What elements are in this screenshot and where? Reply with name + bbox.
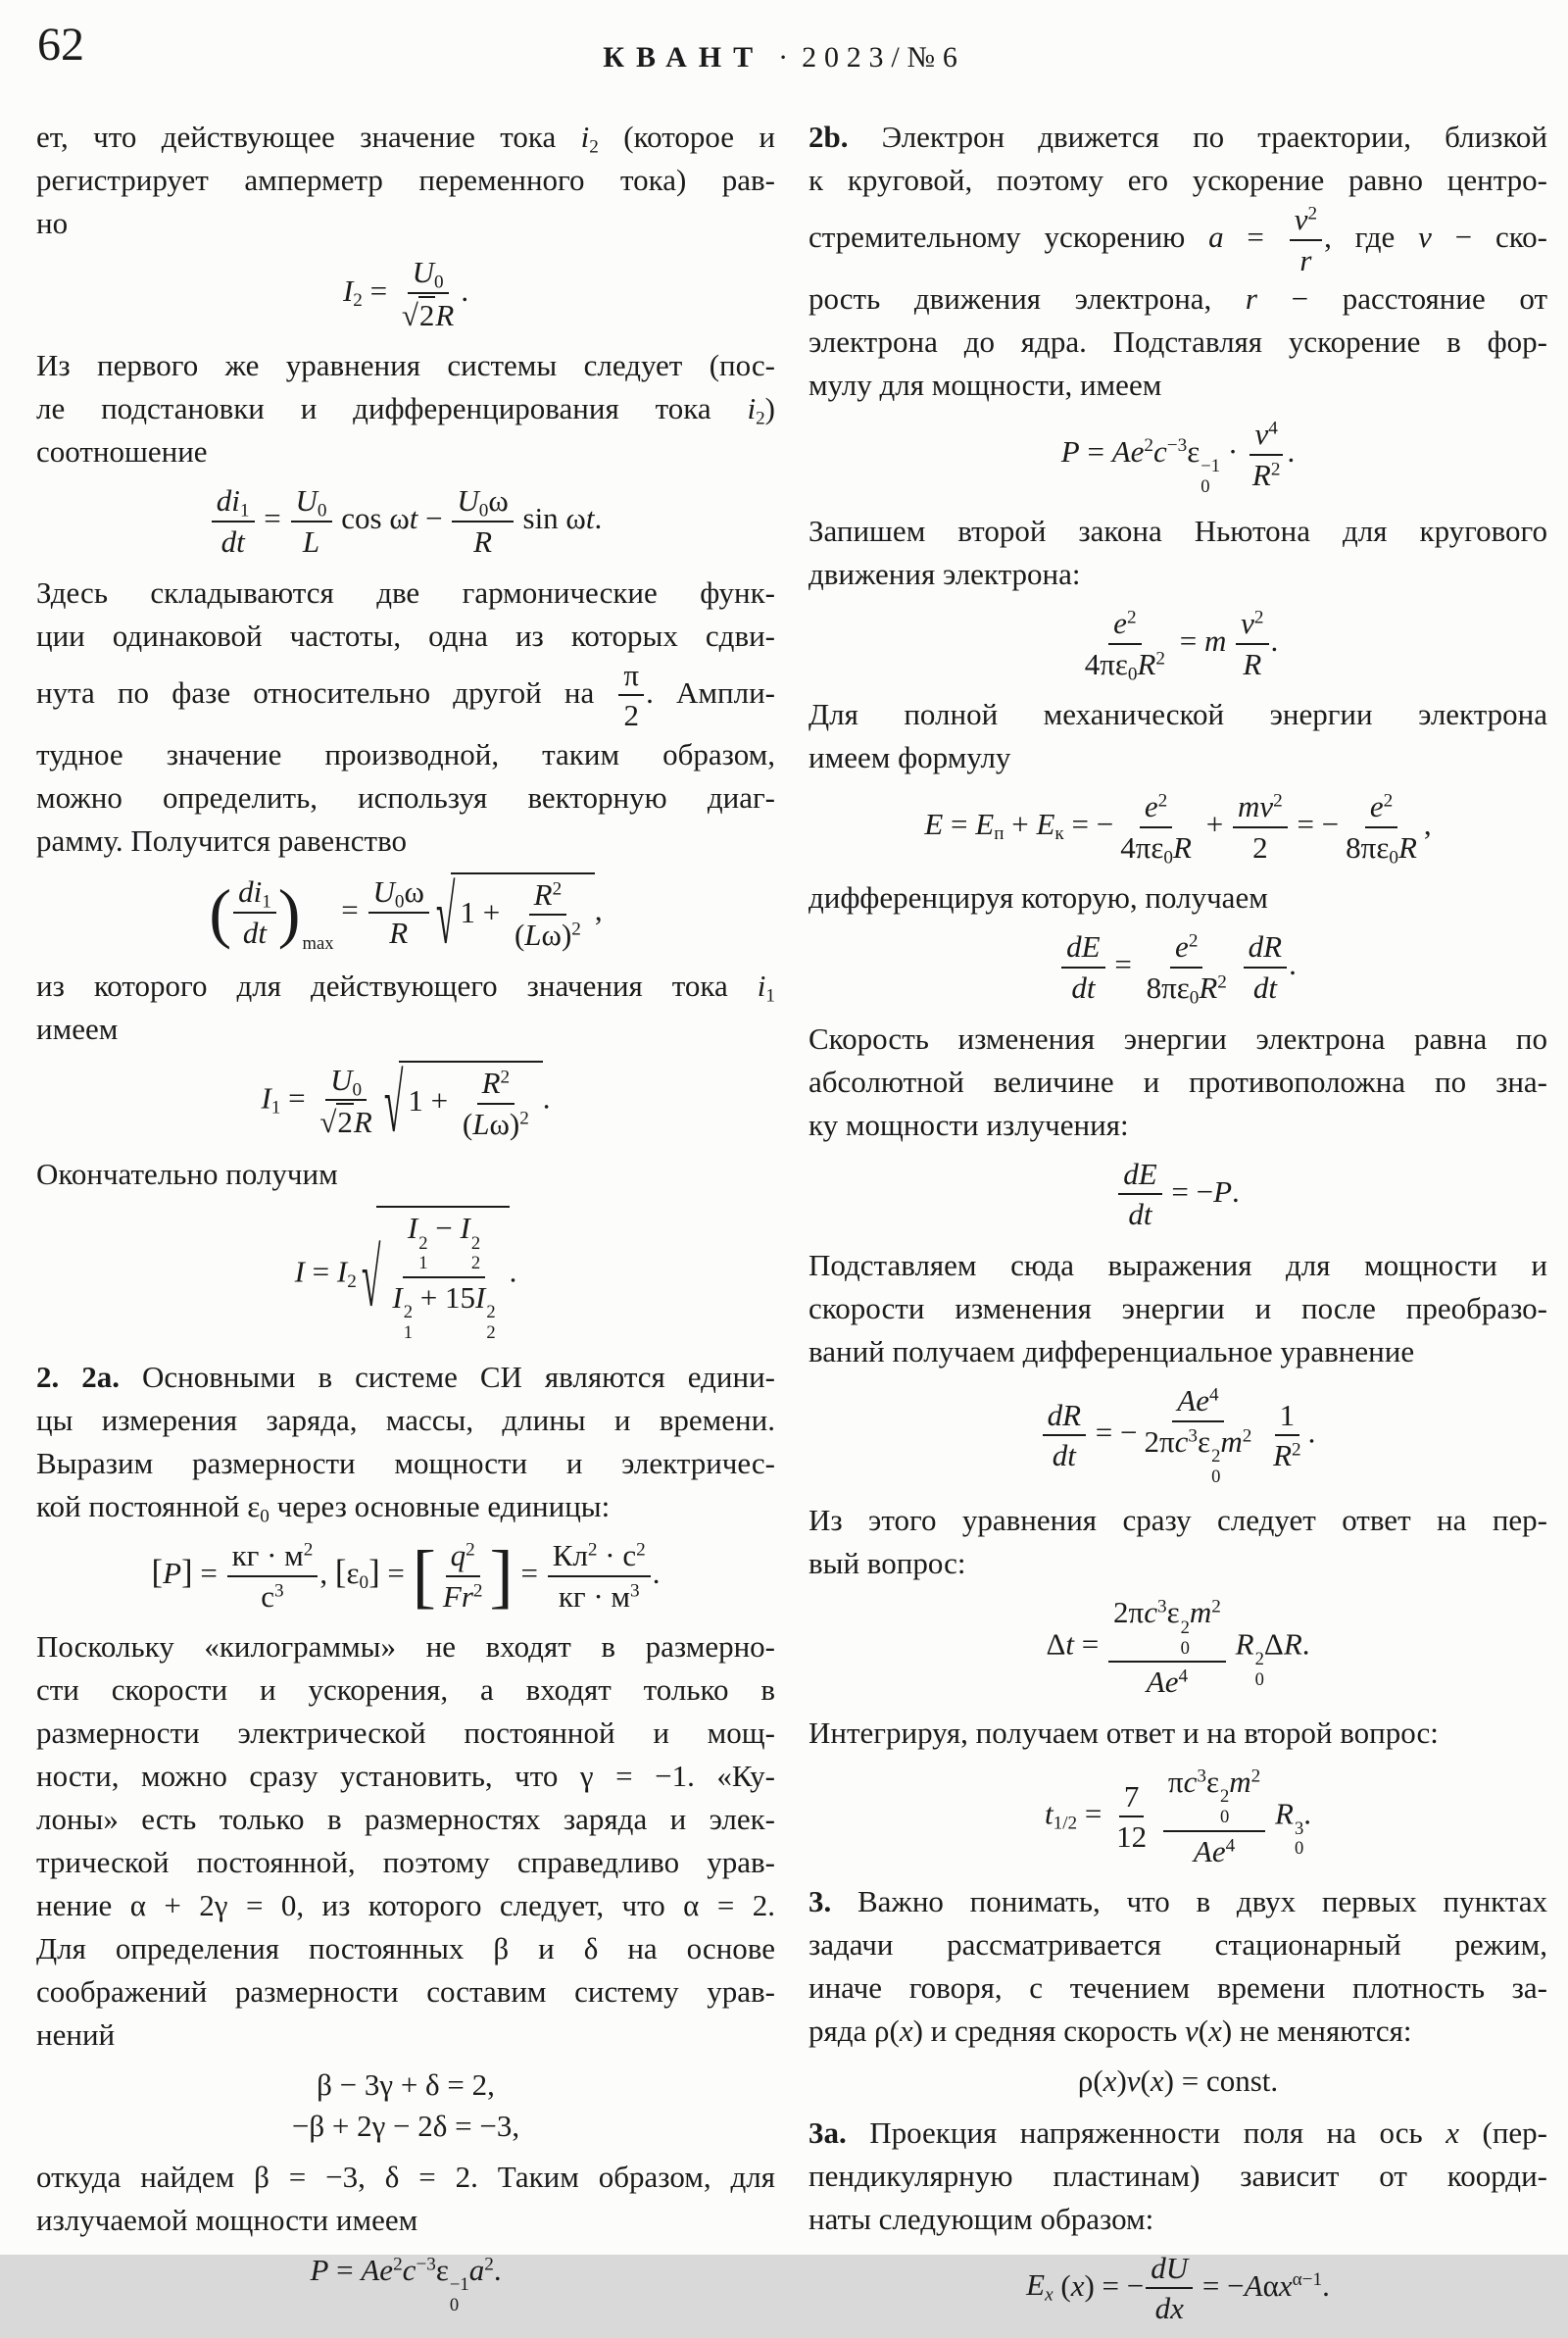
paragraph — [808, 1499, 1547, 1585]
text-line: Из этого уравнения сразу следует ответ на пер- — [808, 1503, 1547, 1538]
text-line: Для полной механической энергии электрона — [808, 697, 1547, 732]
paragraph — [36, 1625, 775, 2057]
formula: $P = Ae^2c^{-3}\varepsilon$ −1 0 $a^2$. — [310, 2252, 502, 2315]
formula: Δt = $2\pi c^3\varepsilon$ 2 0 $m^2$ Ae$^4$ R 2 0 ΔR. — [1046, 1595, 1310, 1700]
text-line: нение α + 2γ = 0, из которого следует, что α = 2. — [36, 1888, 775, 1923]
paragraph — [36, 2156, 775, 2242]
text-line: откуда найдем β = −3, δ = 2. Таким образом, для — [36, 2159, 775, 2194]
two-column-layout — [36, 116, 1548, 2338]
text-line: Поскольку «килограммы» не входят в размерно- — [36, 1629, 775, 1665]
text-line: мулу для мощности, имеем — [808, 368, 1162, 403]
text-line: электрона до ядра. Подставляя ускорение в фор- — [808, 324, 1547, 360]
text-line: абсолютной величине и противоположна по зна- — [808, 1064, 1547, 1099]
text-line: ваний получаем дифференциальное уравнение — [808, 1334, 1415, 1368]
paragraph — [36, 572, 775, 863]
text-line: вый вопрос: — [808, 1546, 966, 1581]
title-separator-dot: · — [778, 41, 789, 74]
text-line: Запишем второй закона Ньютона для кругового — [808, 513, 1547, 548]
text-line: тудное значение производной, таким образом, — [36, 736, 775, 771]
paragraph — [808, 1712, 1547, 1755]
text-line: 3а. Проекция напряженности поля на ось x (пер- — [808, 2114, 1547, 2150]
text-line: имеем формулу — [808, 740, 1011, 775]
text-line: Интегрируя, получаем ответ и на второй вопрос: — [808, 1715, 1439, 1750]
formula: $\frac{dE}{dt}$ = $\frac{e^2}{8\pi\varepsilon_0R^2}$ $\frac{dR}{dt}$ . — [808, 929, 1547, 1005]
paragraph — [36, 116, 775, 245]
right-column — [808, 116, 1547, 2338]
journal-issue: 2023/№6 — [802, 41, 965, 74]
paragraph — [36, 1356, 775, 1528]
text-line: ле подстановки и дифференцирования тока $i_2$) — [36, 391, 775, 429]
text-line: цы измерения заряда, массы, длины и времени. — [36, 1403, 775, 1438]
formula: $\frac{di_1}{dt}$ = $\frac{U_0}{L}$ cos ωt − $\frac{U_0\omega}{R}$ sin ωt. — [36, 483, 775, 559]
page-number: 62 — [37, 19, 84, 71]
text-line: стремительному ускорению a = $\frac{v^2}{r}$ , где v − ско- — [808, 202, 1548, 277]
formula: $P = Ae^2c^{-3}\varepsilon$ −1 0 · $\frac{v^4}{R^2}$ . — [1060, 417, 1296, 498]
formula: ρ(x)v(x) = const. — [1077, 2064, 1279, 2099]
paragraph — [36, 1153, 775, 1196]
paragraph — [808, 1880, 1547, 2053]
text-line: имеем — [36, 1012, 119, 1047]
formula: β − 3γ + δ = 2, −β + 2γ − 2δ = −3, — [291, 2067, 520, 2143]
formula: $E = E_п + E_к$ = − $\frac{e^2}{4\pi\varepsilon_0R}$ + $\frac{mv^2}{2}$ = − $\frac{e^2}{8\pi\varepsilon_0R}$ , — [924, 789, 1432, 869]
text-line: соотношение — [36, 434, 208, 470]
text-line: к круговой, поэтому его ускорение равно центро- — [808, 163, 1547, 197]
text-line: ку мощности излучения: — [808, 1107, 1129, 1142]
text-line: ности, можно сразу установить, что γ = −1. «Ку- — [36, 1759, 775, 1794]
text-line: Подставляем сюда выражения для мощности и — [808, 1248, 1547, 1282]
paragraph — [808, 2112, 1547, 2241]
text-line: из которого для действующего значения тока $i_1$ — [36, 969, 775, 1007]
paragraph — [36, 344, 775, 473]
paragraph — [808, 1018, 1547, 1147]
paragraph — [808, 116, 1547, 407]
journal-title — [0, 41, 1568, 75]
formula: $\frac{dE}{dt}$ = −P. — [808, 1157, 1547, 1232]
text-line: Окончательно получим — [36, 1157, 338, 1192]
text-line: Скорость изменения энергии электрона равна по — [808, 1020, 1547, 1056]
text-line: 2. 2а. Основными в системе СИ являются едини- — [36, 1360, 775, 1395]
left-column — [36, 116, 775, 2338]
text-line: Для определения постоянных β и δ на основе — [36, 1931, 775, 1966]
journal-name: КВАНТ — [603, 41, 765, 74]
formula: $I = I_2$ √ I 2 1 − I 2 2 I 2 1 + 15I 2 2 . — [36, 1206, 775, 1344]
formula: $\frac{e^2}{4\pi\varepsilon_0R^2}$ = m $\frac{v^2}{R}$ . — [1084, 605, 1279, 684]
text-line: регистрирует амперметр переменного тока) рав- — [36, 163, 775, 197]
text-line: ции одинаковой частоты, одна из которых сдви- — [36, 618, 775, 653]
paragraph — [808, 693, 1547, 779]
text-line: Выразим размерности мощности и электричес- — [36, 1446, 775, 1481]
text-line: Здесь складываются две гармонические функ- — [36, 574, 775, 610]
text-line: ет, что действующее значение тока $i_2$ (которое и — [36, 120, 775, 158]
text-line: задачи рассматривается стационарный режим, — [808, 1927, 1547, 1963]
text-line: дифференцируя которую, получаем — [808, 880, 1268, 916]
formula: $E_x$ (x) = − $\frac{dU}{dx}$ = −Aαx$^{\alpha-1}$. — [1026, 2250, 1330, 2326]
text-line: 3. Важно понимать, что в двух первых пунктах — [808, 1884, 1547, 1919]
formula: $I_2$ = $\frac{U_0}{√2R}$ . — [342, 255, 469, 332]
paragraph — [36, 965, 775, 1051]
text-line: можно определить, используя векторную диаг- — [36, 779, 775, 815]
text-line: сти скорости и ускорения, а входят только в — [36, 1672, 775, 1708]
text-line: соображений размерности составим систему урав- — [36, 1974, 775, 2010]
formula: $I_1$ = $\frac{U_0}{√2R}$ √ 1 + $\frac{R^2}{(L\omega)^2}$ . — [261, 1057, 551, 1150]
text-line: рамму. Получится равенство — [36, 822, 408, 858]
paragraph — [808, 1244, 1547, 1373]
text-line: размерности электрической постоянной и мощ- — [36, 1716, 775, 1751]
formula: ( $\frac{di_1}{dt}$ ) $_{max}$ = $\frac{U_0\omega}{R}$ √ 1 + $\frac{R^2}{(L\omega)^2}$ , — [209, 869, 603, 962]
text-line: пендикулярную пластинам) зависит от коорди- — [808, 2158, 1547, 2193]
formula: $\frac{dR}{dt}$ = − Ae$^4$ $2\pi c^3\varepsilon$ 2 0 $m^2$ $\frac{1}{R^2}$ . — [808, 1383, 1547, 1487]
text-line: трической постоянной, поэтому справедливо урав- — [36, 1845, 775, 1880]
text-line: наты следующим образом: — [808, 2201, 1154, 2236]
text-line: ряда ρ(x) и средняя скорость v(x) не меняются: — [808, 2014, 1412, 2049]
text-line: Из первого же уравнения системы следует (пос- — [36, 348, 775, 383]
paragraph — [808, 510, 1547, 596]
text-line: иначе говоря, с течением времени плотность за- — [808, 1970, 1547, 2006]
formula: [P] = кг · $м^2$ $с^3$ , $[\varepsilon_0]$ = [ $\frac{q^2}{Fr^2}$ ] = $Кл^2 \cdot с^2$ кг · $м^3$ . — [151, 1535, 661, 1616]
text-line: лоны» есть только в размерностях заряда и элек- — [36, 1802, 775, 1837]
formula: $t_{1/2}$ = $\frac{7}{12}$ $\pi c^3\varepsilon$ 2 0 $m^2$ Ae$^4$ R 3 0 . — [1045, 1764, 1311, 1868]
text-line: нута по фазе относительно другой на $\frac{\pi}{2}$ . Ампли- — [36, 657, 775, 733]
text-line: но — [36, 206, 69, 240]
text-line: нений — [36, 2017, 116, 2053]
text-line: скорости изменения энергии и после преобразо- — [808, 1291, 1547, 1325]
text-line: движения электрона: — [808, 556, 1081, 591]
paragraph — [808, 876, 1547, 920]
text-line: 2b. Электрон движется по траектории, близкой — [808, 120, 1547, 154]
text-line: рость движения электрона, r − расстояние от — [808, 281, 1547, 317]
text-line: кой постоянной $\varepsilon_0$ через основные единицы: — [36, 1489, 611, 1527]
text-line: излучаемой мощности имеем — [36, 2202, 418, 2237]
